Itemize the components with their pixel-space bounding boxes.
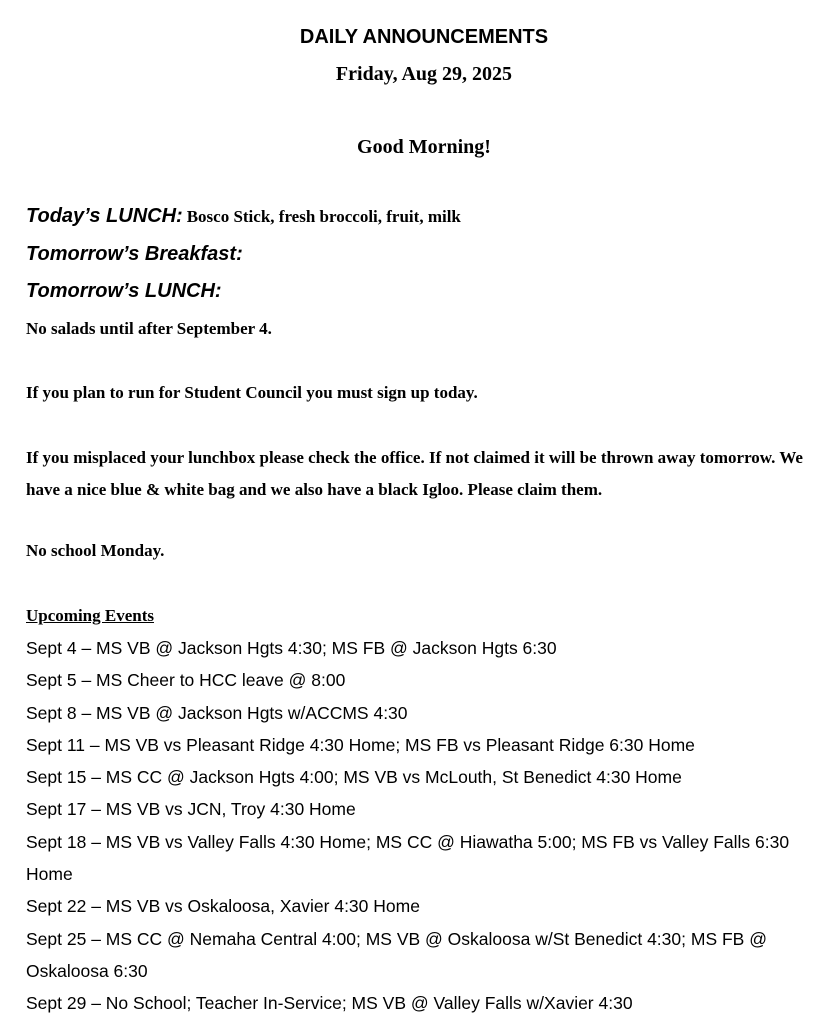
event-item: Sept 4 – MS VB @ Jackson Hgts 4:30; MS FB @ Jackson Hgts 6:30 <box>26 638 557 658</box>
lunchbox-notice: If you misplaced your lunchbox please check the office. If not claimed it will be thrown away tomorrow. We have a nice blue & white bag and we also have a black Igloo. Please claim them. <box>26 448 803 499</box>
event-item: Sept 11 – MS VB vs Pleasant Ridge 4:30 Home; MS FB vs Pleasant Ridge 6:30 Home <box>26 734 695 755</box>
tomorrow-breakfast-label: Tomorrow’s Breakfast: <box>26 243 243 265</box>
tomorrow-breakfast-line <box>26 243 243 266</box>
greeting: Good Morning! <box>357 136 491 158</box>
upcoming-events-list <box>26 632 822 1020</box>
today-lunch-line <box>26 205 461 228</box>
page-title: DAILY ANNOUNCEMENTS <box>299 26 549 48</box>
upcoming-events-heading: Upcoming Events <box>26 606 154 625</box>
no-school-notice: No school Monday. <box>26 541 165 560</box>
announcement-date: Friday, Aug 29, 2025 <box>335 63 513 85</box>
event-item: Sept 22 – MS VB vs Oskaloosa, Xavier 4:30 Home <box>26 896 420 917</box>
today-lunch-label: Today’s LUNCH: <box>26 205 183 227</box>
today-lunch-menu: Bosco Stick, fresh broccoli, fruit, milk <box>186 207 461 226</box>
event-item: Sept 15 – MS CC @ Jackson Hgts 4:00; MS VB vs McLouth, St Benedict 4:30 Home <box>26 767 682 788</box>
event-item: Sept 18 – MS VB vs Valley Falls 4:30 Home; MS CC @ Hiawatha 5:00; MS FB vs Valley Falls 6:30 Home <box>26 831 790 885</box>
student-council-notice: If you plan to run for Student Council you must sign up today. <box>26 383 478 402</box>
event-item: Sept 25 – MS CC @ Nemaha Central 4:00; MS VB @ Oskaloosa w/St Benedict 4:30; MS FB @ Oskaloosa 6:30 <box>26 928 767 981</box>
event-item: Sept 29 – No School; Teacher In-Service; MS VB @ Valley Falls w/Xavier 4:30 <box>26 993 633 1014</box>
event-item: Sept 17 – MS VB vs JCN, Troy 4:30 Home <box>26 799 356 820</box>
salads-notice: No salads until after September 4. <box>26 319 272 338</box>
tomorrow-lunch-line <box>26 280 222 303</box>
tomorrow-lunch-label: Tomorrow’s LUNCH: <box>26 280 222 302</box>
event-item: Sept 8 – MS VB @ Jackson Hgts w/ACCMS 4:30 <box>26 702 408 723</box>
event-item: Sept 5 – MS Cheer to HCC leave @ 8:00 <box>26 670 346 691</box>
